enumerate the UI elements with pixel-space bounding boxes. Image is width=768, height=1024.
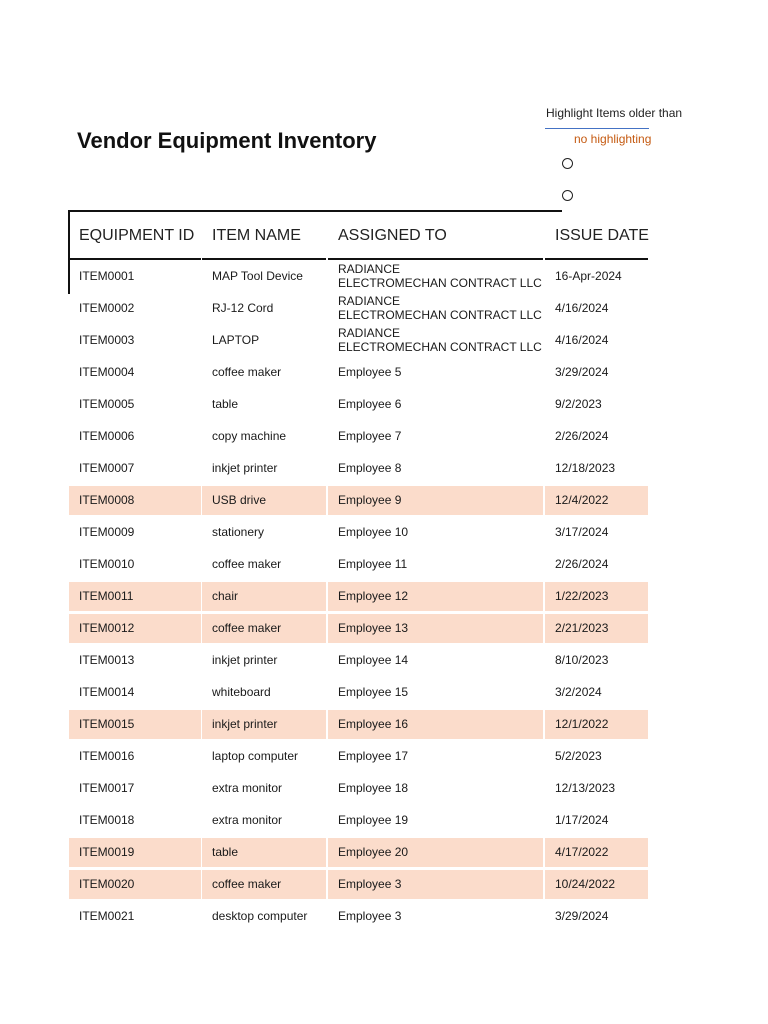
cell-equipment-id[interactable]: ITEM0004 [79,365,135,379]
cell-equipment-id[interactable]: ITEM0019 [69,838,201,867]
cell-issue-date[interactable]: 4/16/2024 [555,301,609,315]
table-row[interactable] [0,613,768,645]
highlight-filter-underline [545,128,649,129]
cell-assigned-to[interactable]: Employee 8 [338,461,402,475]
cell-equipment-id[interactable]: ITEM0017 [79,781,135,795]
table-row[interactable] [0,869,768,901]
cell-assigned-to[interactable]: Employee 19 [338,813,409,827]
cell-issue-date[interactable]: 2/26/2024 [555,557,609,571]
cell-item-name[interactable]: desktop computer [212,909,308,923]
cell-assigned-to[interactable]: Employee 3 [338,909,402,923]
cell-assigned-to[interactable]: Employee 17 [338,749,409,763]
table-row[interactable] [0,805,768,837]
cell-item-name[interactable]: coffee maker [212,365,282,379]
cell-issue-date[interactable]: 1/22/2023 [545,582,648,611]
cell-equipment-id[interactable]: ITEM0014 [79,685,135,699]
cell-issue-date[interactable]: 5/2/2023 [555,749,602,763]
cell-item-name[interactable]: LAPTOP [212,333,260,347]
cell-issue-date[interactable]: 12/4/2022 [545,486,648,515]
cell-equipment-id[interactable]: ITEM0005 [79,397,135,411]
cell-item-name[interactable]: coffee maker [202,614,326,643]
cell-issue-date[interactable]: 2/21/2023 [545,614,648,643]
cell-item-name[interactable]: table [212,397,239,411]
cell-item-name[interactable]: stationery [212,525,265,539]
cell-issue-date[interactable]: 12/13/2023 [555,781,616,795]
cell-item-name[interactable]: coffee maker [212,557,282,571]
table-row[interactable] [0,357,768,389]
assigned-to-line: RADIANCE [338,262,401,276]
cell-assigned-to[interactable]: Employee 20 [328,838,543,867]
page-title: Vendor Equipment Inventory [77,128,377,153]
cell-assigned-to[interactable] [328,326,543,355]
cell-issue-date[interactable]: 4/17/2022 [545,838,648,867]
cell-equipment-id[interactable]: ITEM0003 [79,333,135,347]
cell-item-name[interactable]: inkjet printer [212,653,278,667]
cell-item-name[interactable]: USB drive [202,486,326,515]
cell-issue-date[interactable]: 12/18/2023 [555,461,616,475]
cell-issue-date[interactable]: 3/29/2024 [555,365,609,379]
cell-item-name[interactable]: whiteboard [212,685,271,699]
cell-equipment-id[interactable]: ITEM0011 [69,582,201,611]
table-row[interactable] [0,293,768,325]
table-row[interactable] [0,325,768,357]
cell-issue-date[interactable]: 8/10/2023 [555,653,609,667]
assigned-to-line: ELECTROMECHAN CONTRACT LLC [338,308,542,322]
cell-equipment-id[interactable]: ITEM0016 [79,749,135,763]
table-row[interactable] [0,421,768,453]
cell-assigned-to[interactable]: Employee 15 [338,685,409,699]
cell-equipment-id[interactable]: ITEM0002 [79,301,135,315]
table-row[interactable] [0,709,768,741]
cell-issue-date[interactable]: 9/2/2023 [555,397,602,411]
cell-assigned-to[interactable]: Employee 18 [338,781,409,795]
assigned-to-line: ELECTROMECHAN CONTRACT LLC [338,276,542,290]
cell-assigned-to[interactable] [328,294,543,323]
cell-issue-date[interactable]: 2/26/2024 [555,429,609,443]
cell-item-name[interactable]: coffee maker [202,870,326,899]
cell-item-name[interactable]: extra monitor [212,813,283,827]
table-row[interactable] [0,837,768,869]
cell-equipment-id[interactable]: ITEM0018 [79,813,135,827]
cell-equipment-id[interactable]: ITEM0021 [79,909,135,923]
table-row[interactable] [0,581,768,613]
header-issue-date[interactable]: ISSUE DATE [545,214,648,260]
table-row[interactable] [0,549,768,581]
cell-equipment-id[interactable]: ITEM0013 [79,653,135,667]
highlight-filter-label: Highlight Items older than [546,106,683,120]
cell-item-name[interactable]: table [202,838,326,867]
cell-issue-date[interactable]: 3/29/2024 [555,909,609,923]
cell-issue-date[interactable]: 12/1/2022 [545,710,648,739]
cell-issue-date[interactable]: 1/17/2024 [555,813,609,827]
cell-issue-date[interactable]: 3/17/2024 [555,525,609,539]
cell-issue-date[interactable]: 10/24/2022 [545,870,648,899]
table-row[interactable] [0,389,768,421]
cell-assigned-to[interactable]: Employee 5 [338,365,402,379]
header-item-name[interactable]: ITEM NAME [202,214,326,260]
cell-issue-date[interactable]: 16-Apr-2024 [555,269,622,283]
cell-assigned-to[interactable]: Employee 7 [338,429,402,443]
table-top-border [68,210,562,212]
highlight-option-radio-1[interactable] [562,158,573,169]
table-row[interactable] [0,645,768,677]
cell-item-name[interactable]: laptop computer [212,749,299,763]
cell-item-name[interactable]: RJ-12 Cord [212,301,274,315]
cell-assigned-to[interactable] [328,262,543,291]
cell-equipment-id[interactable]: ITEM0012 [69,614,201,643]
table-row[interactable] [0,517,768,549]
cell-assigned-to[interactable]: Employee 13 [328,614,543,643]
highlight-filter-value[interactable]: no highlighting [574,132,652,146]
cell-equipment-id[interactable]: ITEM0008 [69,486,201,515]
table-row[interactable] [0,773,768,805]
assigned-to-line: RADIANCE [338,326,401,340]
table-row[interactable] [0,261,768,293]
cell-equipment-id[interactable]: ITEM0007 [79,461,135,475]
table-row[interactable] [0,453,768,485]
cell-assigned-to[interactable]: Employee 9 [328,486,543,515]
cell-issue-date[interactable]: 3/2/2024 [555,685,602,699]
cell-assigned-to[interactable]: Employee 3 [328,870,543,899]
cell-issue-date[interactable]: 4/16/2024 [555,333,609,347]
cell-equipment-id[interactable]: ITEM0009 [79,525,135,539]
assigned-to-line: RADIANCE [338,294,401,308]
table-row[interactable] [0,485,768,517]
cell-assigned-to[interactable]: Employee 10 [338,525,409,539]
cell-equipment-id[interactable]: ITEM0010 [79,557,135,571]
table-row[interactable] [0,741,768,773]
cell-assigned-to[interactable]: Employee 16 [328,710,543,739]
header-assigned-to[interactable]: ASSIGNED TO [328,214,543,260]
cell-assigned-to[interactable]: Employee 12 [328,582,543,611]
cell-equipment-id[interactable]: ITEM0001 [79,269,135,283]
cell-assigned-to[interactable]: Employee 11 [338,557,408,571]
cell-item-name[interactable]: chair [202,582,326,611]
assigned-to-line: ELECTROMECHAN CONTRACT LLC [338,340,542,354]
cell-assigned-to[interactable]: Employee 6 [338,397,402,411]
header-equipment-id[interactable]: EQUIPMENT ID [69,214,201,260]
table-row[interactable] [0,677,768,709]
cell-assigned-to[interactable]: Employee 14 [338,653,409,667]
cell-item-name[interactable]: copy machine [212,429,287,443]
cell-item-name[interactable]: inkjet printer [212,461,278,475]
cell-equipment-id[interactable]: ITEM0015 [69,710,201,739]
cell-item-name[interactable]: inkjet printer [202,710,326,739]
cell-item-name[interactable]: MAP Tool Device [212,269,303,283]
cell-item-name[interactable]: extra monitor [212,781,283,795]
cell-equipment-id[interactable]: ITEM0006 [79,429,135,443]
cell-equipment-id[interactable]: ITEM0020 [69,870,201,899]
highlight-option-radio-2[interactable] [562,190,573,201]
table-row[interactable] [0,901,768,933]
